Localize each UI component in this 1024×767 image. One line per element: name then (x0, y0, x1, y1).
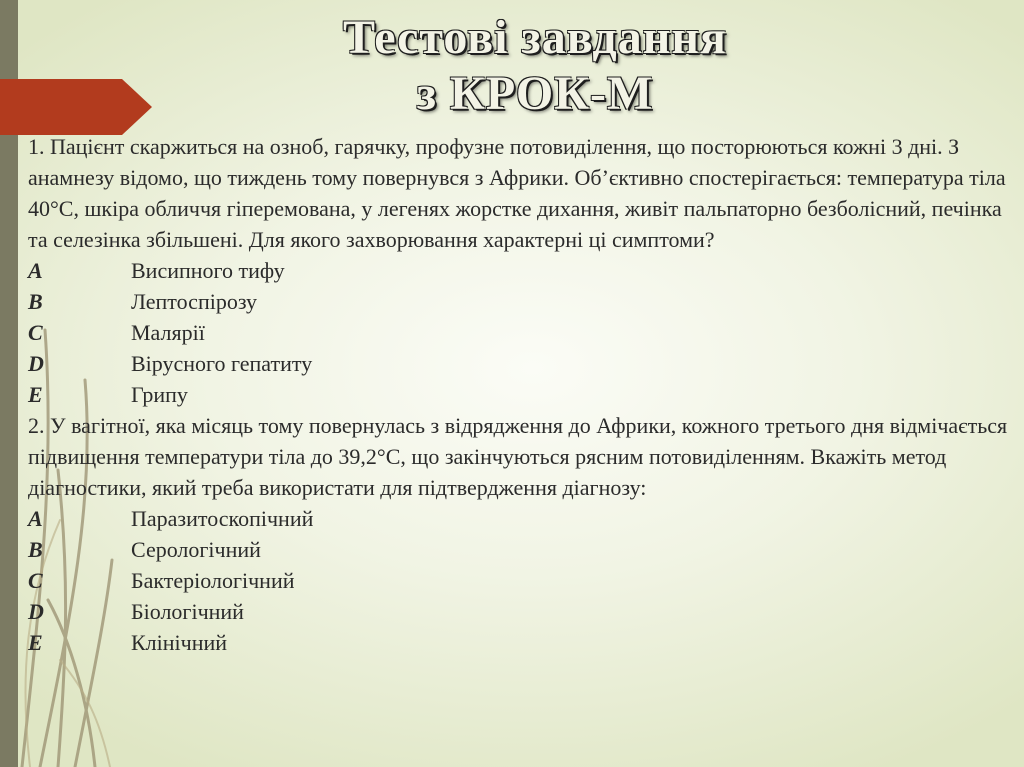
option-text: Грипу (131, 382, 188, 407)
option-letter: C (28, 320, 43, 345)
option-letter: A (28, 506, 43, 531)
question-2-option-d (28, 596, 1018, 627)
slide-title (240, 10, 830, 122)
option-letter: D (28, 599, 44, 624)
option-text: Біологічний (131, 599, 244, 624)
option-letter: B (28, 289, 43, 314)
option-letter: D (28, 351, 44, 376)
option-text: Вірусного гепатиту (131, 351, 313, 376)
option-letter: E (28, 630, 43, 655)
title-line-1: Тестові завдання (343, 11, 727, 64)
option-text: Малярії (131, 320, 205, 345)
question-2-option-c (28, 565, 1018, 596)
option-text: Висипного тифу (131, 258, 285, 283)
question-1-option-b (28, 286, 1018, 317)
slide-content (28, 131, 1018, 658)
question-1-option-d (28, 348, 1018, 379)
question-1-text: 1. Пацієнт скаржиться на озноб, гарячку, профузне потовиділення, що посторюються кожні 3 дні. З анамнезу відомо, що тиждень тому повернувся з Африки. Об’єктивно спостерігається: температура тіла 40°С, шкіра обличчя гіперемована, у легенях жорстке дихання, живіт пальпаторно безболісний, печінка та селезінка збільшені. Для якого захворювання характерні ці симптоми? (28, 134, 1006, 252)
option-text: Паразитоскопічний (131, 506, 314, 531)
option-letter: B (28, 537, 43, 562)
option-text: Лептоспірозу (131, 289, 258, 314)
question-1-option-a (28, 255, 1018, 286)
question-2-text: 2. У вагітної, яка місяць тому повернулась з відрядження до Африки, кожного третього дня відмічається підвищення температури тіла до 39,2°С, що закінчуються рясним потовиділенням. Вкажіть метод діагностики, який треба використати для підтвердження діагнозу: (28, 413, 1008, 500)
option-letter: E (28, 382, 43, 407)
question-2-option-b (28, 534, 1018, 565)
question-1-option-c (28, 317, 1018, 348)
question-2-option-a (28, 503, 1018, 534)
option-letter: C (28, 568, 43, 593)
question-1-option-e (28, 379, 1018, 410)
option-text: Бактеріологічний (131, 568, 295, 593)
option-letter: A (28, 258, 43, 283)
red-arrow-decoration (0, 79, 152, 135)
option-text: Клінічний (131, 630, 228, 655)
question-2-option-e (28, 627, 1018, 658)
title-line-2: з КРОК-М (416, 67, 654, 120)
option-text: Серологічний (131, 537, 261, 562)
